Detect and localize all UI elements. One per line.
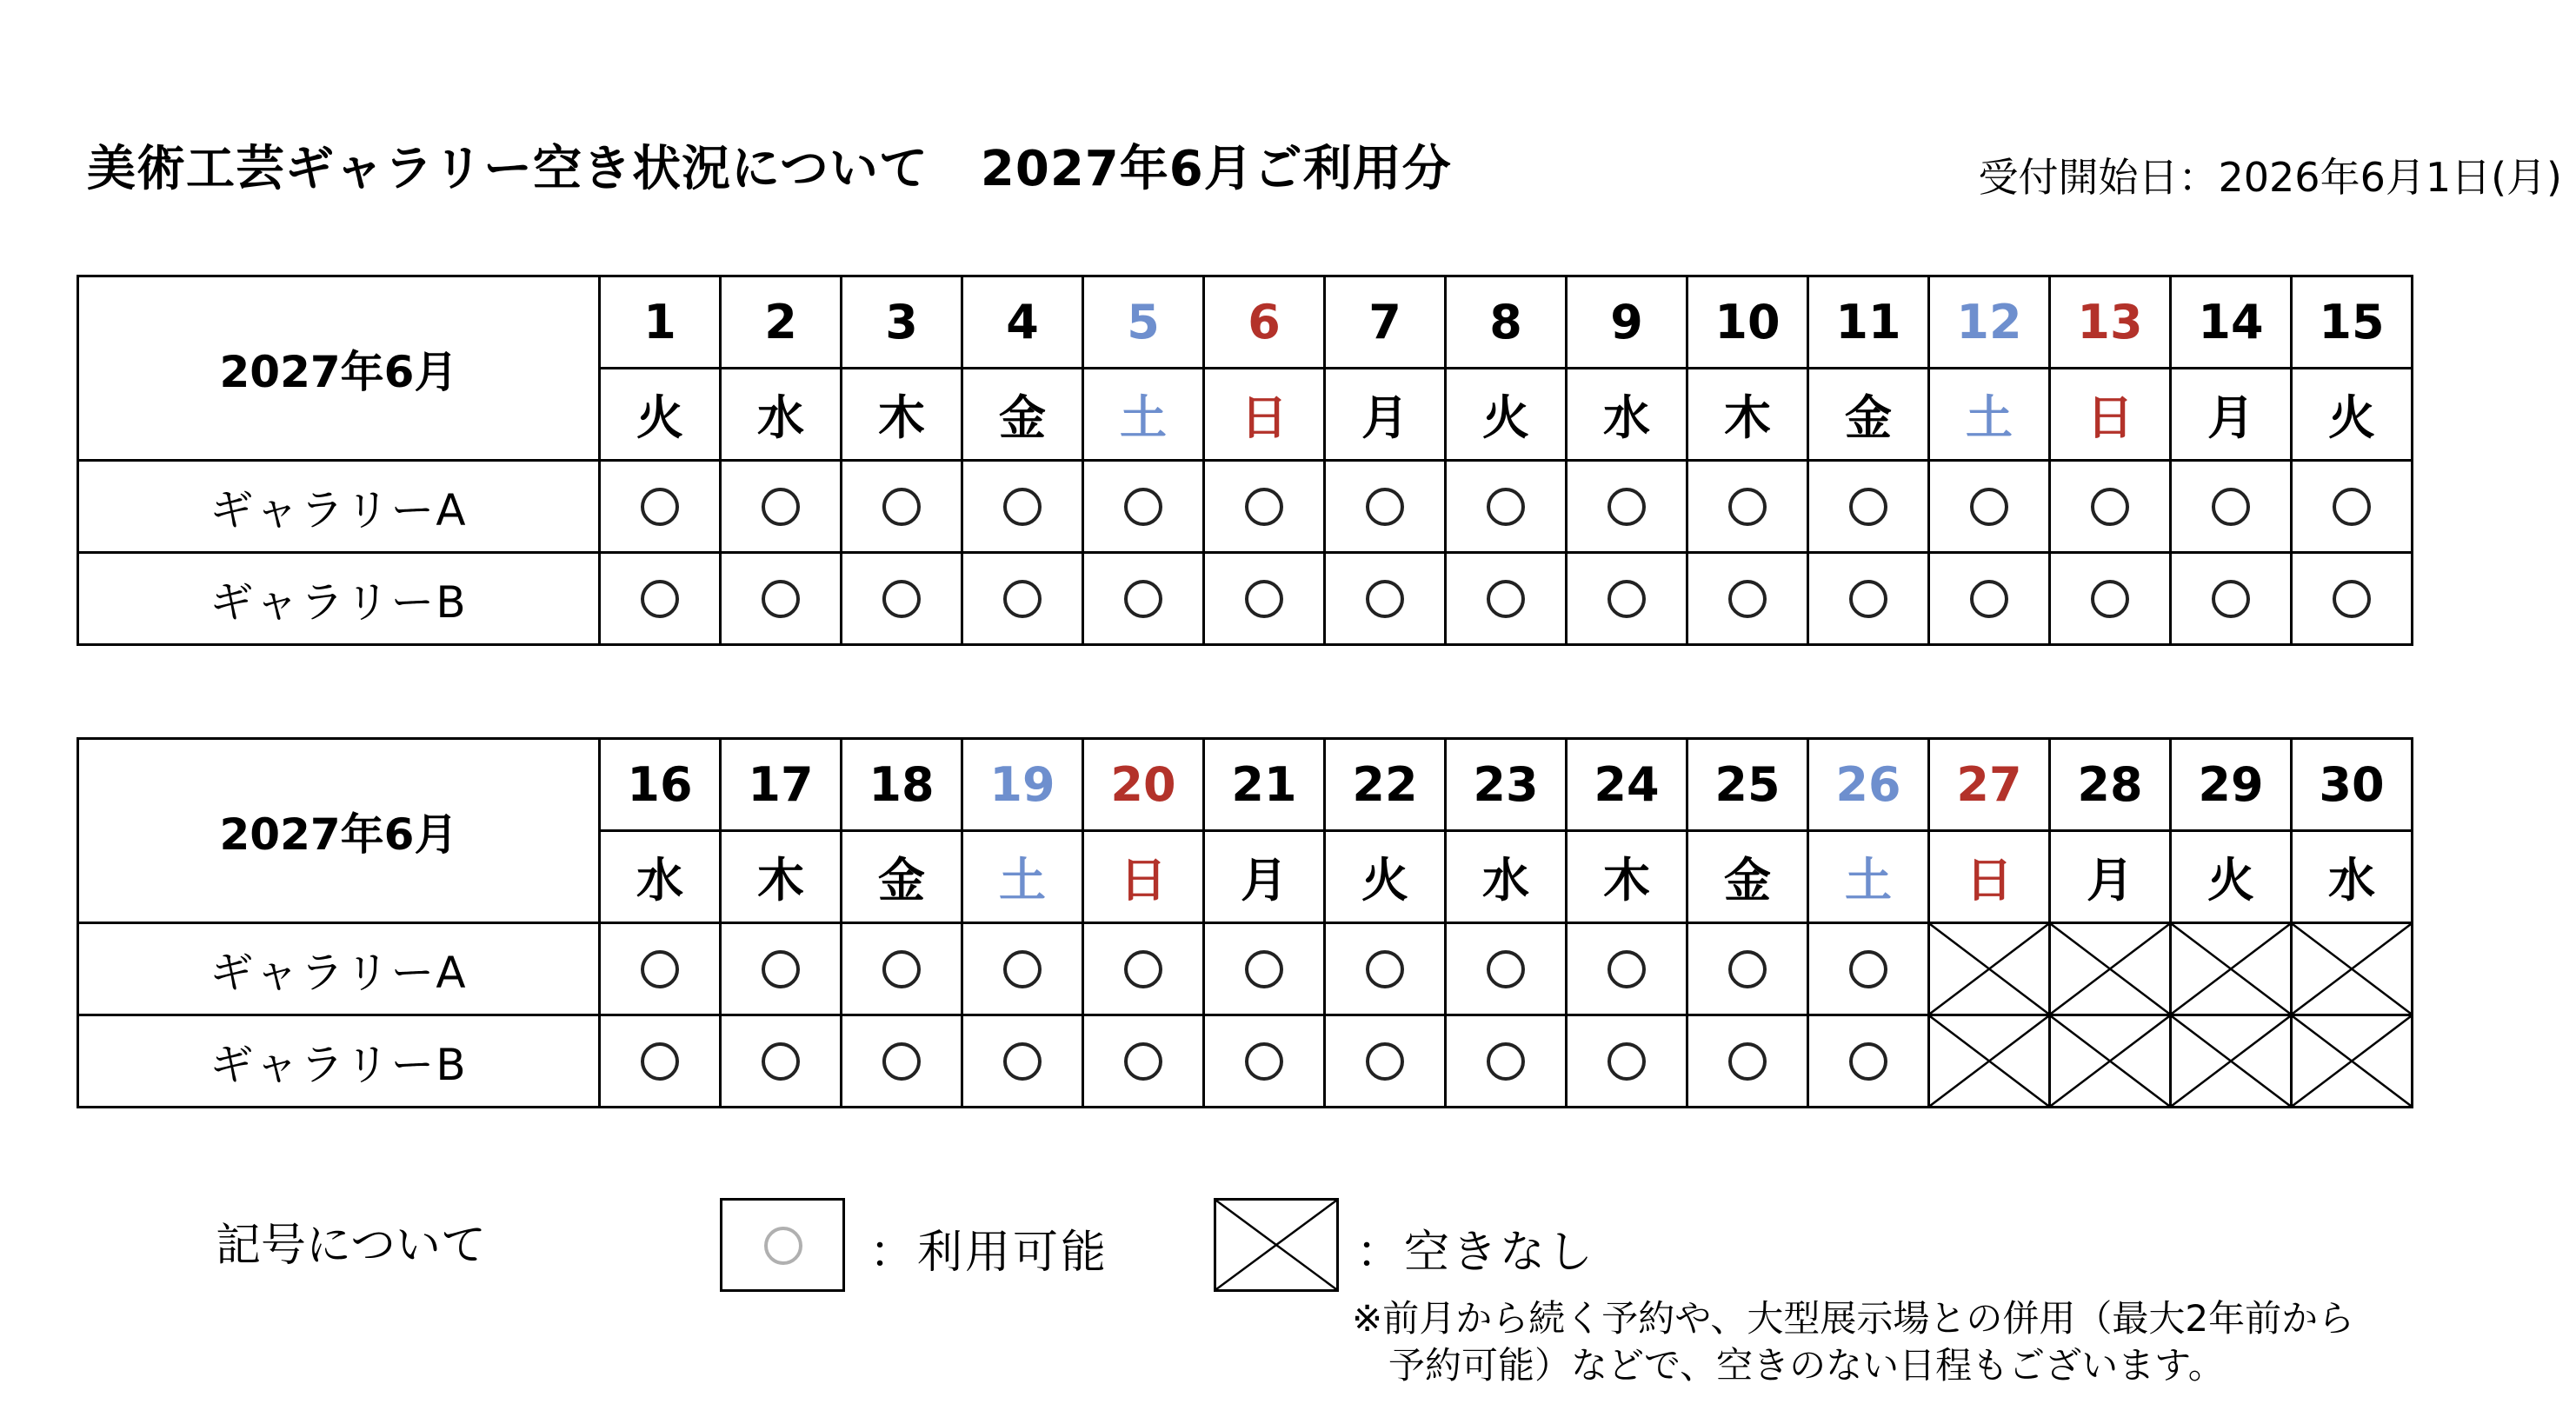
weekday-label: 月 — [1361, 390, 1408, 445]
page-title — [87, 130, 1452, 200]
circle-icon — [1003, 488, 1042, 526]
availability-table-second-half — [77, 737, 2413, 1108]
day-number-row — [78, 276, 2413, 369]
weekday-label: 水 — [636, 853, 683, 908]
weekday-cell — [1567, 831, 1687, 923]
available-cell — [1204, 553, 1325, 645]
available-cell — [1567, 553, 1687, 645]
circle-icon — [1728, 950, 1767, 988]
weekday-label: 土 — [1966, 390, 2013, 445]
weekday-label: 火 — [2328, 390, 2375, 445]
day-number-cell — [1325, 276, 1446, 369]
available-cell — [1808, 1015, 1929, 1108]
day-number-cell — [1687, 276, 1808, 369]
day-number-cell — [721, 739, 842, 831]
circle-icon — [641, 488, 679, 526]
weekday-cell — [1929, 369, 2050, 461]
weekday-label: 火 — [1361, 853, 1408, 908]
circle-icon — [1124, 488, 1162, 526]
day-number: 25 — [1714, 757, 1781, 812]
available-cell — [600, 553, 721, 645]
weekday-label: 土 — [1120, 390, 1167, 445]
availability-table-first-half — [77, 275, 2413, 646]
circle-icon — [2333, 580, 2371, 618]
available-cell — [1687, 461, 1808, 553]
day-number-cell — [2292, 739, 2413, 831]
available-cell — [721, 461, 842, 553]
legend-unavailable-box — [1214, 1198, 1339, 1292]
circle-icon — [1245, 1042, 1283, 1081]
day-number: 19 — [989, 757, 1055, 812]
cross-icon — [1930, 924, 2048, 1014]
day-number: 12 — [1956, 295, 2022, 349]
day-number-cell — [1204, 276, 1325, 369]
cross-icon — [2172, 924, 2290, 1014]
available-cell — [1204, 923, 1325, 1015]
unavailable-cell — [2171, 1015, 2292, 1108]
weekday-cell — [2050, 369, 2171, 461]
circle-icon — [1970, 580, 2008, 618]
day-number: 17 — [748, 757, 814, 812]
weekday-cell — [721, 831, 842, 923]
weekday-cell — [2292, 831, 2413, 923]
day-number: 20 — [1110, 757, 1176, 812]
day-number: 24 — [1594, 757, 1660, 812]
circle-icon — [1608, 950, 1646, 988]
circle-icon — [1849, 488, 1887, 526]
weekday-label: 金 — [999, 390, 1046, 445]
available-cell — [842, 553, 962, 645]
gallery-row — [78, 1015, 2413, 1108]
weekday-label: 水 — [757, 390, 804, 445]
day-number: 28 — [2077, 757, 2143, 812]
available-cell — [1204, 1015, 1325, 1108]
available-cell — [962, 553, 1083, 645]
gallery-row — [78, 461, 2413, 553]
available-cell — [2292, 461, 2413, 553]
weekday-label: 金 — [1845, 390, 1892, 445]
available-cell — [600, 923, 721, 1015]
available-cell — [2050, 553, 2171, 645]
cross-icon — [2172, 1016, 2290, 1106]
day-number: 9 — [1610, 295, 1643, 349]
day-number-cell — [2171, 739, 2292, 831]
weekday-cell — [2292, 369, 2413, 461]
weekday-cell — [842, 831, 962, 923]
available-cell — [1567, 1015, 1687, 1108]
weekday-cell — [2171, 831, 2292, 923]
circle-icon — [1849, 1042, 1887, 1081]
available-cell — [1083, 553, 1204, 645]
circle-icon — [1124, 950, 1162, 988]
available-cell — [1446, 553, 1567, 645]
day-number: 6 — [1248, 295, 1281, 349]
available-cell — [962, 923, 1083, 1015]
cross-icon — [1216, 1201, 1336, 1289]
circle-icon — [2091, 580, 2129, 618]
day-number: 1 — [643, 295, 676, 349]
weekday-label: 日 — [1966, 853, 2013, 908]
available-cell — [600, 1015, 721, 1108]
circle-icon — [1487, 1042, 1525, 1081]
day-number: 11 — [1835, 295, 1901, 349]
available-cell — [842, 1015, 962, 1108]
day-number-cell — [962, 739, 1083, 831]
weekday-label: 木 — [878, 390, 925, 445]
weekday-cell — [1687, 831, 1808, 923]
available-cell — [842, 923, 962, 1015]
unavailable-cell — [2050, 1015, 2171, 1108]
weekday-label: 月 — [1241, 853, 1288, 908]
day-number-row — [78, 739, 2413, 831]
available-cell — [2050, 461, 2171, 553]
circle-icon — [1487, 580, 1525, 618]
circle-icon — [1970, 488, 2008, 526]
unavailable-cell — [2050, 923, 2171, 1015]
weekday-cell — [1929, 831, 2050, 923]
cross-icon — [1930, 1016, 2048, 1106]
day-number-cell — [600, 739, 721, 831]
day-number: 16 — [627, 757, 693, 812]
circle-icon — [1849, 580, 1887, 618]
available-cell — [1567, 923, 1687, 1015]
day-number-cell — [1083, 276, 1204, 369]
day-number: 10 — [1714, 295, 1781, 349]
weekday-cell — [600, 831, 721, 923]
weekday-cell — [2050, 831, 2171, 923]
weekday-label: 木 — [1724, 390, 1771, 445]
day-number: 14 — [2198, 295, 2264, 349]
circle-icon — [1124, 580, 1162, 618]
weekday-label: 水 — [1603, 390, 1650, 445]
available-cell — [962, 1015, 1083, 1108]
available-cell — [1083, 1015, 1204, 1108]
reception-start-date: 受付開始日：2026年6月1日(月) — [1978, 154, 2562, 201]
weekday-label: 火 — [1482, 390, 1529, 445]
day-number: 23 — [1473, 757, 1539, 812]
circle-icon — [1608, 1042, 1646, 1081]
weekday-cell — [600, 369, 721, 461]
circle-icon — [1003, 580, 1042, 618]
cross-icon — [2293, 1016, 2411, 1106]
circle-icon — [882, 950, 921, 988]
available-cell — [1687, 923, 1808, 1015]
day-number-cell — [1083, 739, 1204, 831]
circle-icon — [1487, 488, 1525, 526]
footnote-line-1: ※前月から続く予約や、大型展示場との併用（最大2年前から — [1352, 1297, 2355, 1340]
circle-icon — [2333, 488, 2371, 526]
available-cell — [962, 461, 1083, 553]
unavailable-cell — [2171, 923, 2292, 1015]
weekday-label: 火 — [636, 390, 683, 445]
day-number: 22 — [1352, 757, 1418, 812]
circle-icon — [2212, 488, 2250, 526]
day-number-cell — [962, 276, 1083, 369]
available-cell — [1325, 461, 1446, 553]
available-cell — [2171, 461, 2292, 553]
circle-icon — [1608, 488, 1646, 526]
weekday-cell — [1204, 831, 1325, 923]
weekday-label: 日 — [1241, 390, 1288, 445]
day-number: 26 — [1835, 757, 1901, 812]
circle-icon — [762, 580, 800, 618]
circle-icon — [1728, 580, 1767, 618]
legend-available-box — [720, 1198, 845, 1292]
weekday-cell — [1808, 831, 1929, 923]
unavailable-cell — [2292, 1015, 2413, 1108]
day-number-cell — [1567, 739, 1687, 831]
circle-icon — [641, 580, 679, 618]
circle-icon — [1245, 488, 1283, 526]
circle-icon — [1003, 1042, 1042, 1081]
day-number-cell — [2171, 276, 2292, 369]
day-number: 21 — [1231, 757, 1297, 812]
available-cell — [600, 461, 721, 553]
day-number-cell — [721, 276, 842, 369]
available-cell — [1325, 1015, 1446, 1108]
day-number: 15 — [2319, 295, 2385, 349]
cross-icon — [2051, 924, 2169, 1014]
weekday-label: 月 — [2207, 390, 2254, 445]
unavailable-cell — [1929, 923, 2050, 1015]
weekday-label: 日 — [2087, 390, 2133, 445]
circle-icon — [1366, 1042, 1404, 1081]
circle-icon — [882, 580, 921, 618]
weekday-label: 土 — [999, 853, 1046, 908]
circle-icon — [2091, 488, 2129, 526]
cross-icon — [2051, 1016, 2169, 1106]
cross-icon — [2293, 924, 2411, 1014]
day-number: 8 — [1489, 295, 1522, 349]
weekday-cell — [962, 369, 1083, 461]
footnote-line-2: 予約可能）などで、空きのない日程もございます。 — [1388, 1344, 2225, 1387]
available-cell — [1808, 923, 1929, 1015]
day-number-cell — [1808, 739, 1929, 831]
circle-icon — [762, 488, 800, 526]
table-month-label: 2027年6月 — [78, 276, 600, 461]
available-cell — [1083, 923, 1204, 1015]
day-number-cell — [1325, 739, 1446, 831]
day-number: 2 — [764, 295, 797, 349]
day-number: 13 — [2077, 295, 2143, 349]
circle-icon — [641, 1042, 679, 1081]
circle-icon — [641, 950, 679, 988]
day-number: 7 — [1368, 295, 1401, 349]
available-cell — [1446, 1015, 1567, 1108]
circle-icon — [1003, 950, 1042, 988]
circle-icon — [1245, 580, 1283, 618]
weekday-label: 土 — [1845, 853, 1892, 908]
available-cell — [1204, 461, 1325, 553]
available-cell — [1567, 461, 1687, 553]
weekday-label: 火 — [2207, 853, 2254, 908]
weekday-label: 木 — [1603, 853, 1650, 908]
circle-icon — [1487, 950, 1525, 988]
weekday-label: 月 — [2087, 853, 2133, 908]
available-cell — [1687, 553, 1808, 645]
circle-icon — [1124, 1042, 1162, 1081]
circle-icon — [1849, 950, 1887, 988]
weekday-cell — [1325, 831, 1446, 923]
weekday-cell — [2171, 369, 2292, 461]
weekday-cell — [1204, 369, 1325, 461]
available-cell — [1325, 923, 1446, 1015]
day-number: 5 — [1127, 295, 1160, 349]
day-number-cell — [2050, 276, 2171, 369]
day-number-cell — [842, 739, 962, 831]
weekday-label: 金 — [1724, 853, 1771, 908]
available-cell — [1325, 553, 1446, 645]
day-number-cell — [1687, 739, 1808, 831]
circle-icon — [882, 488, 921, 526]
circle-icon — [1608, 580, 1646, 618]
day-number-cell — [1929, 276, 2050, 369]
day-number-cell — [1567, 276, 1687, 369]
unavailable-cell — [2292, 923, 2413, 1015]
weekday-cell — [1325, 369, 1446, 461]
legend-label: 記号について — [216, 1220, 486, 1272]
available-cell — [1687, 1015, 1808, 1108]
circle-icon — [2212, 580, 2250, 618]
day-number-cell — [1808, 276, 1929, 369]
circle-icon — [762, 1042, 800, 1081]
available-cell — [842, 461, 962, 553]
gallery-name: ギャラリーA — [78, 923, 600, 1015]
weekday-label: 金 — [878, 853, 925, 908]
day-number-cell — [1929, 739, 2050, 831]
title-month: 2027年6月ご利用分 — [980, 141, 1452, 197]
weekday-cell — [842, 369, 962, 461]
circle-icon — [764, 1227, 802, 1265]
weekday-label: 水 — [2328, 853, 2375, 908]
day-number: 27 — [1956, 757, 2022, 812]
circle-icon — [1728, 1042, 1767, 1081]
gallery-row — [78, 553, 2413, 645]
gallery-row — [78, 923, 2413, 1015]
day-number-cell — [600, 276, 721, 369]
title-main: 美術工芸ギャラリー空き状況について — [87, 141, 929, 197]
available-cell — [1808, 553, 1929, 645]
footnote — [1352, 1295, 2354, 1389]
available-cell — [1446, 923, 1567, 1015]
weekday-cell — [962, 831, 1083, 923]
circle-icon — [1366, 580, 1404, 618]
circle-icon — [1366, 488, 1404, 526]
weekday-cell — [1083, 831, 1204, 923]
available-cell — [721, 923, 842, 1015]
weekday-label: 水 — [1482, 853, 1529, 908]
weekday-label: 日 — [1120, 853, 1167, 908]
gallery-name: ギャラリーB — [78, 553, 600, 645]
circle-icon — [882, 1042, 921, 1081]
table-month-label: 2027年6月 — [78, 739, 600, 923]
available-cell — [721, 1015, 842, 1108]
weekday-cell — [1083, 369, 1204, 461]
legend-available-text: ：利用可能 — [869, 1227, 1109, 1279]
day-number-cell — [2292, 276, 2413, 369]
circle-icon — [762, 950, 800, 988]
day-number-cell — [2050, 739, 2171, 831]
available-cell — [1929, 553, 2050, 645]
weekday-label: 木 — [757, 853, 804, 908]
weekday-cell — [1567, 369, 1687, 461]
circle-icon — [1728, 488, 1767, 526]
available-cell — [721, 553, 842, 645]
available-cell — [1083, 461, 1204, 553]
gallery-name: ギャラリーA — [78, 461, 600, 553]
available-cell — [1808, 461, 1929, 553]
available-cell — [2292, 553, 2413, 645]
day-number: 30 — [2319, 757, 2385, 812]
day-number-cell — [1446, 739, 1567, 831]
available-cell — [1446, 461, 1567, 553]
gallery-name: ギャラリーB — [78, 1015, 600, 1108]
day-number-cell — [842, 276, 962, 369]
weekday-cell — [1687, 369, 1808, 461]
available-cell — [2171, 553, 2292, 645]
unavailable-cell — [1929, 1015, 2050, 1108]
day-number: 29 — [2198, 757, 2264, 812]
day-number-cell — [1446, 276, 1567, 369]
circle-icon — [1366, 950, 1404, 988]
circle-icon — [1245, 950, 1283, 988]
weekday-cell — [721, 369, 842, 461]
day-number-cell — [1204, 739, 1325, 831]
legend-unavailable-text: ：空きなし — [1356, 1227, 1596, 1279]
weekday-cell — [1446, 369, 1567, 461]
day-number: 4 — [1006, 295, 1039, 349]
day-number: 3 — [885, 295, 918, 349]
available-cell — [1929, 461, 2050, 553]
weekday-cell — [1808, 369, 1929, 461]
day-number: 18 — [869, 757, 935, 812]
weekday-cell — [1446, 831, 1567, 923]
